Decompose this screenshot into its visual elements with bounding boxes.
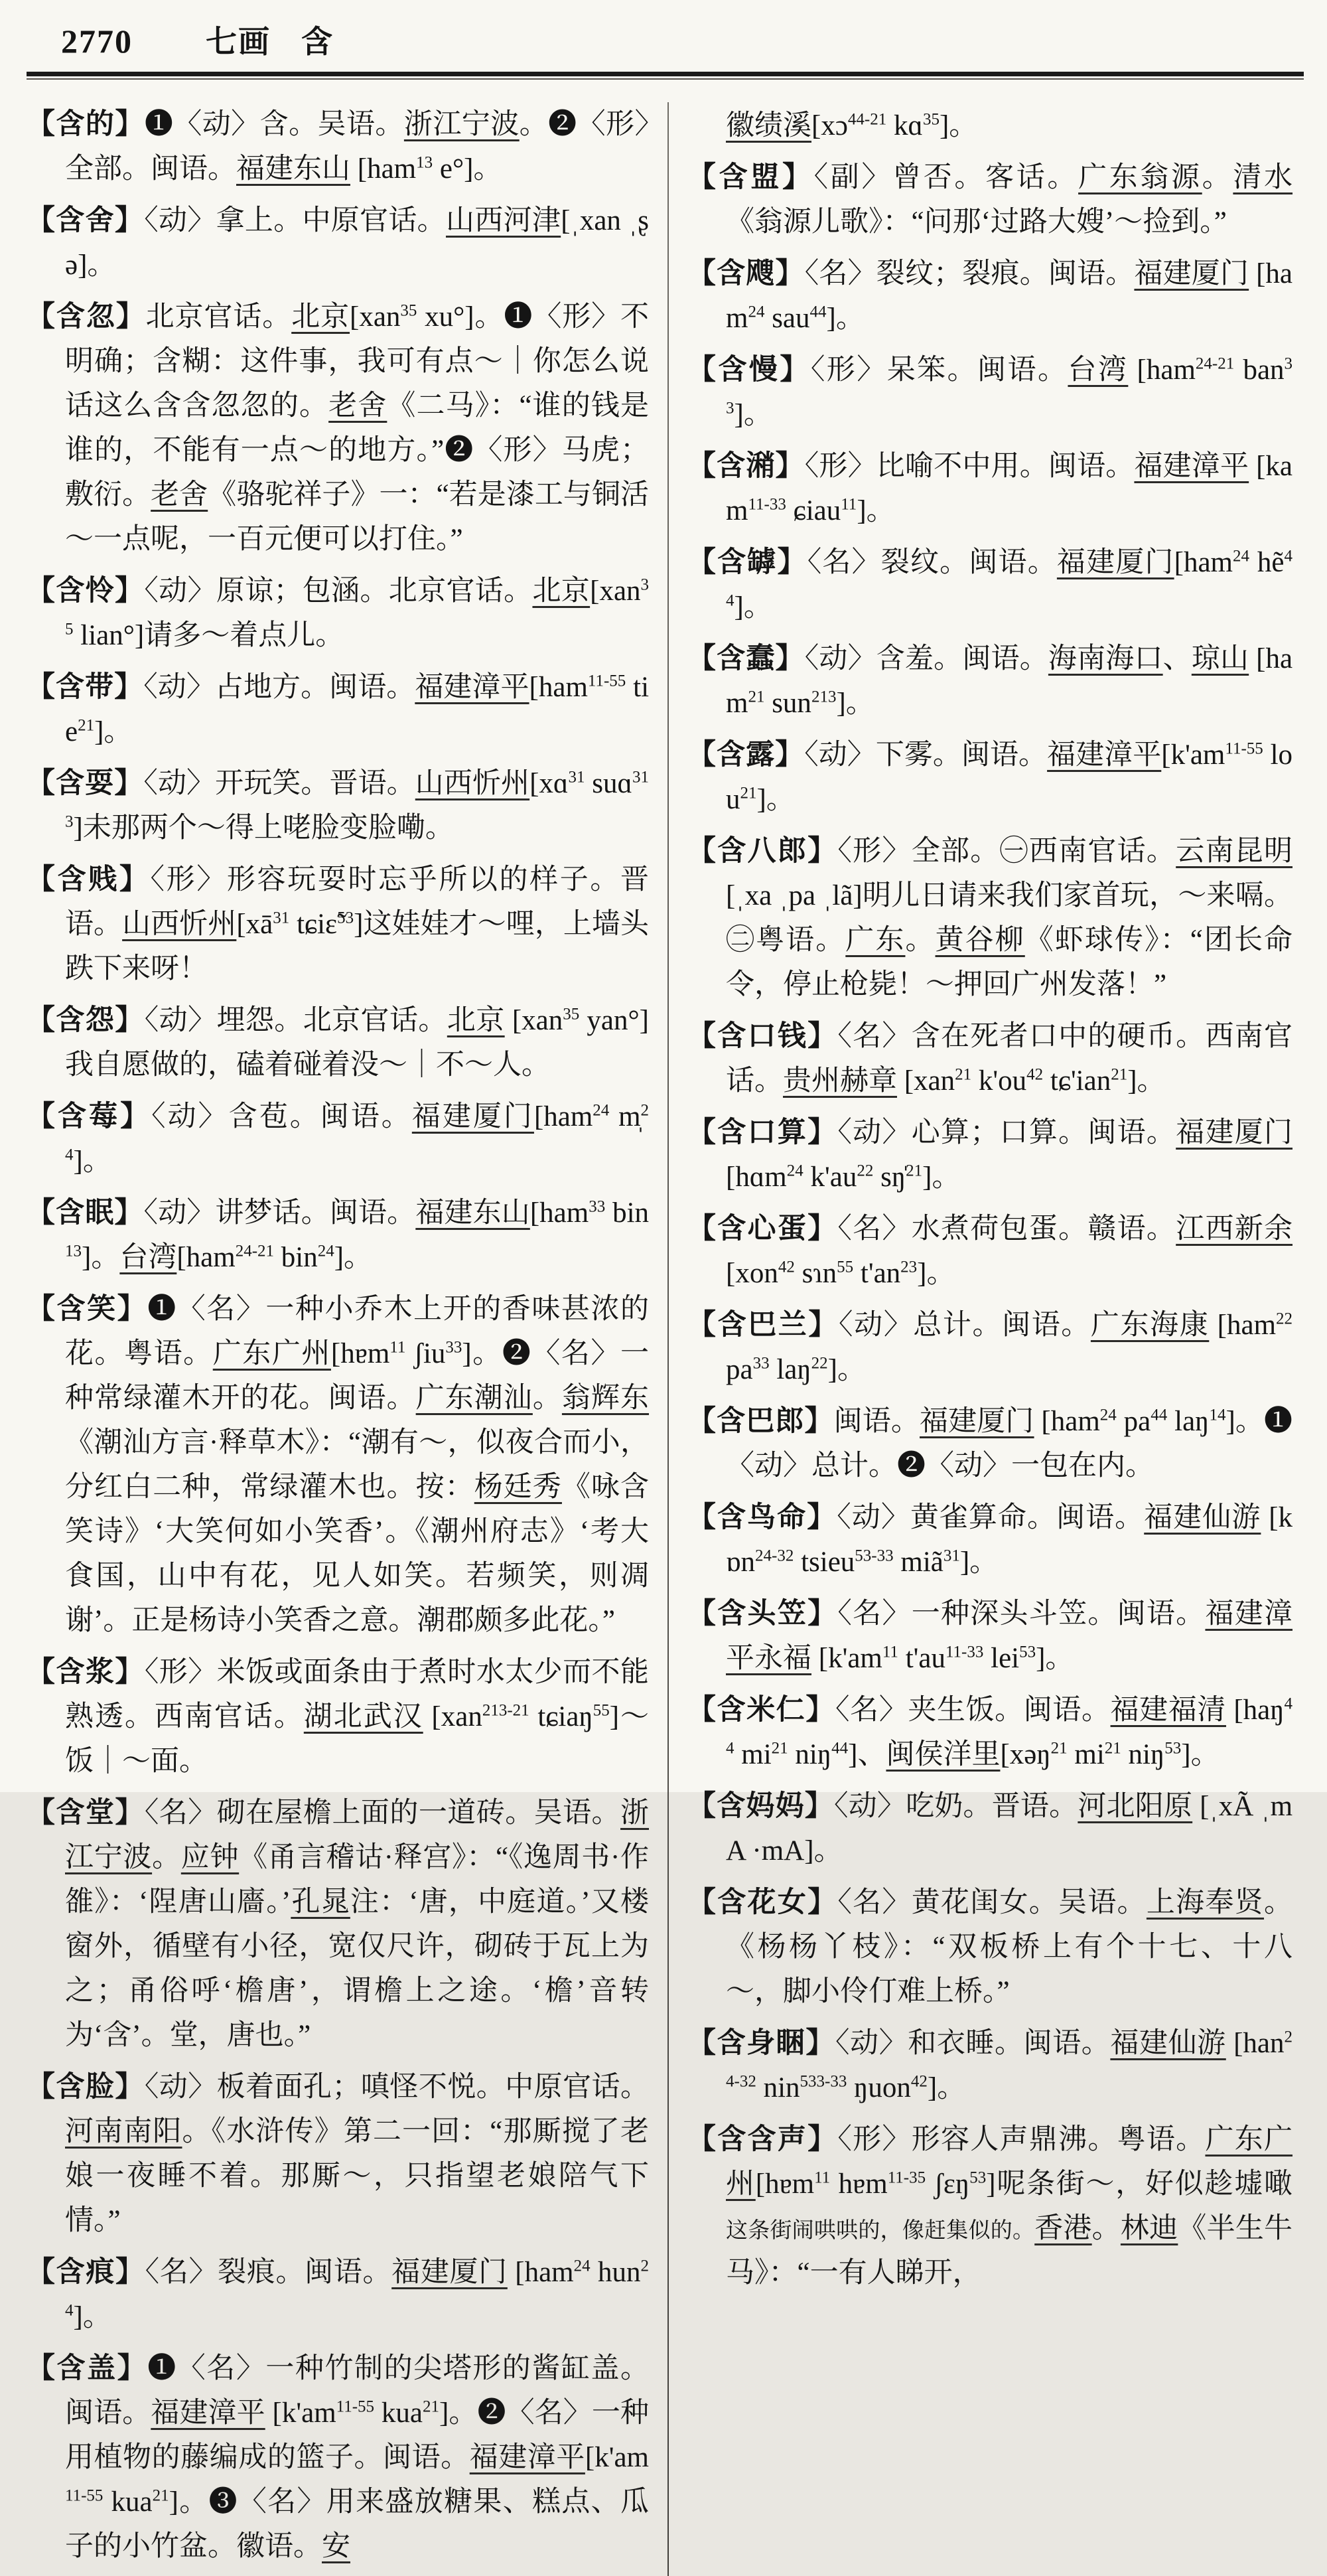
dictionary-entry	[27, 2250, 649, 2339]
entry-headword: 【含舍】	[27, 205, 145, 236]
entry-headword: 【含含声】	[687, 2124, 838, 2155]
dictionary-entry	[687, 1399, 1292, 1488]
entry-body: 〈形〉比喻不中用。闽语。福建漳平 [kam$^{11-33}$ ɕiau$^{11}$]。	[726, 451, 1293, 526]
dictionary-entry	[687, 1784, 1292, 1873]
entry-headword: 【含露】	[687, 739, 805, 771]
dictionary-entry	[27, 1095, 649, 1183]
entry-body: 〈动〉占地方。闽语。福建漳平[ham$^{11-55}$ tie$^{21}$]。	[65, 672, 650, 747]
entry-headword: 【含盖】	[27, 2353, 148, 2384]
entry-headword: 【含带】	[27, 672, 144, 703]
entry-body: 〈名〉裂纹。闽语。福建厦门[ham$^{24}$ hẽ$^{44}$]。	[726, 547, 1293, 623]
section-head-character: 含	[301, 25, 334, 60]
entry-headword: 【含巴兰】	[687, 1310, 839, 1341]
header-rule	[27, 72, 1304, 80]
entry-body: 〈动〉和衣睡。闽语。福建仙游 [han$^{24-32}$ nin$^{533-33}$ ŋuon$^{42}$]。	[726, 2028, 1293, 2103]
entry-body: 〈形〉呆笨。闽语。台湾 [ham$^{24-21}$ ban$^{33}$]。	[726, 354, 1293, 430]
entry-body: 徽绩溪[xɔ$^{44-21}$ kɑ$^{35}$]。	[726, 110, 978, 141]
entry-body: 〈动〉黄雀算命。闽语。福建仙游 [kɒn$^{24-32}$ tsieu$^{53-33}$ miã$^{31}$]。	[726, 1502, 1293, 1578]
dictionary-entry	[27, 1650, 649, 1783]
page-header	[27, 17, 1308, 65]
entry-body: 〈副〉曾否。客话。广东翁源。清水《翁源儿歌》：“问那‘过路大嫂’～捡到。”	[726, 162, 1293, 238]
entry-headword: 【含怨】	[27, 1005, 145, 1036]
entry-body: 〈名〉含在死者口中的硬币。西南官话。贵州赫章 [xan$^{21}$ $k'ou^{42}$ tɕ'ian$^{21}$]。	[726, 1021, 1292, 1097]
entry-body: 北京官话。北京[xan$^{35}$ xu°]。❶〈形〉不明确；含糊：这件事，我可有点～｜你怎么说话这么含含忽忽的。老舍《二马》：“谁的钱是谁的，不能有一点～的地方。”❷〈形〉马虎；敷衍。老舍《骆驼祥子》一：“若是漆工与铜活～一点呢，一百元便可以打住。”	[65, 301, 650, 555]
dictionary-entry	[27, 998, 649, 1087]
entry-body: 〈名〉黄花闺女。吴语。上海奉贤。《杨杨丫枝》：“双板桥上有个十七、十八～，脚小伶仃难上桥。”	[726, 1887, 1293, 2007]
left-column	[27, 102, 649, 2576]
entry-body: 〈动〉下雾。闽语。福建漳平[$k'am^{11-55}$ lou$^{21}$]。	[726, 739, 1293, 815]
entry-headword: 【含口算】	[687, 1117, 838, 1148]
entry-body: 〈动〉吃奶。晋语。河北阳原 [ˌxÃ ˌmA ·mA]。	[726, 1791, 1293, 1866]
dictionary-entry	[687, 540, 1292, 629]
entry-body: 〈名〉水煮荷包蛋。赣语。江西新余 [xon$^{42}$ sɿn$^{55}$ $t'an^{23}$]。	[726, 1213, 1293, 1289]
entry-headword: 【含蠢】	[687, 643, 805, 674]
dictionary-entry	[27, 2065, 649, 2243]
entry-headword: 【含身睏】	[687, 2028, 835, 2059]
dictionary-entry	[27, 665, 649, 754]
dictionary-entry	[687, 1110, 1292, 1199]
entry-body: 〈动〉含苞。闽语。福建厦门[ham$^{24}$ m̩$^{24}$]。	[65, 1101, 650, 1177]
dictionary-entry	[687, 829, 1292, 1007]
page-number: 2770	[61, 23, 133, 60]
entry-headword: 【含浆】	[27, 1657, 145, 1688]
dictionary-columns	[27, 102, 1308, 2576]
entry-body: 〈名〉裂纹；裂痕。闽语。福建厦门 [ham$^{24}$ sau$^{44}$]。	[726, 258, 1293, 334]
dictionary-entry	[27, 198, 649, 287]
entry-continuation	[687, 104, 1292, 148]
entry-headword: 【含莓】	[27, 1101, 152, 1132]
dictionary-entry	[687, 637, 1292, 725]
dictionary-entry	[27, 1287, 649, 1643]
entry-headword: 【含米仁】	[687, 1695, 836, 1726]
dictionary-entry	[687, 1592, 1292, 1681]
entry-body: ❶〈名〉一种竹制的尖塔形的酱缸盖。闽语。福建漳平 [$k'am^{11-55}$ kua$^{21}$]。❷〈名〉一种用植物的藤编成的篮子。闽语。福建漳平[$k'am^{11-55}$ kua$^{21}$]。❸〈名〉用来盛放糖果、糕点、瓜子的小竹盆。徽语。安	[65, 2353, 650, 2562]
entry-headword: 【含痕】	[27, 2257, 145, 2288]
entry-body: 〈动〉含羞。闽语。海南海口、琼山 [ham$^{21}$ sun$^{213}$]。	[726, 643, 1293, 719]
dictionary-entry	[27, 761, 649, 850]
dictionary-entry	[27, 295, 649, 562]
entry-headword: 【含贱】	[27, 864, 151, 895]
entry-headword: 【含耍】	[27, 768, 144, 799]
entry-headword: 【含忽】	[27, 301, 146, 333]
entry-headword: 【含笑】	[27, 1294, 148, 1325]
entry-headword: 【含潲】	[687, 451, 805, 482]
entry-body: 〈动〉原谅；包涵。北京官话。北京[xan$^{35}$ lian°]请多～着点儿。	[65, 575, 650, 651]
dictionary-entry	[27, 102, 649, 191]
entry-headword: 【含巴郎】	[687, 1406, 834, 1437]
dictionary-entry	[27, 1791, 649, 2058]
entry-body: 闽语。福建厦门 [ham$^{24}$ $pa^{44}$ laŋ$^{14}$]。❶〈动〉总计。❷〈动〉一包在内。	[726, 1406, 1293, 1481]
entry-body: 〈动〉总计。闽语。广东海康 [ham$^{22}$ $pa^{33}$ laŋ$^{22}$]。	[726, 1310, 1293, 1385]
dictionary-entry	[687, 444, 1292, 533]
entry-headword: 【含罅】	[687, 547, 807, 578]
entry-body: 〈动〉心算；口算。闽语。福建厦门[hɑm$^{24}$ $k'au^{22}$ sŋ̍$^{21}$]。	[726, 1117, 1293, 1193]
entry-body: 〈形〉形容人声鼎沸。粤语。广东广州[hɐm$^{11}$ hɐm$^{11-35}$ ʃɛŋ$^{53}$]呢条街～，好似趁墟噉这条街闹哄哄的，像赶集似的。香港。林迪《半生牛马》：“一有人睇开，	[726, 2124, 1293, 2289]
entry-body: 〈名〉裂痕。闽语。福建厦门 [ham$^{24}$ hun$^{24}$]。	[65, 2257, 650, 2332]
dictionary-entry	[27, 569, 649, 658]
dictionary-entry	[27, 858, 649, 991]
stroke-count-section: 七画	[206, 25, 271, 60]
entry-headword: 【含堂】	[27, 1797, 145, 1829]
entry-headword: 【含八郎】	[687, 836, 838, 867]
entry-headword: 【含盟】	[687, 162, 814, 193]
entry-headword: 【含鸟命】	[687, 1502, 837, 1533]
entry-body: 〈动〉讲梦话。闽语。福建东山[ham$^{33}$ bin$^{13}$]。台湾[ham$^{24-21}$ bin$^{24}$]。	[65, 1197, 650, 1273]
dictionary-entry	[687, 2021, 1292, 2110]
entry-headword: 【含慢】	[687, 354, 811, 386]
dictionary-entry	[687, 348, 1292, 437]
entry-headword: 【含的】	[27, 109, 145, 140]
entry-headword: 【含口钱】	[687, 1021, 838, 1052]
dictionary-entry	[687, 155, 1292, 244]
entry-headword: 【含心蛋】	[687, 1213, 838, 1245]
entry-body: 〈动〉开玩笑。晋语。山西忻州[xɑ$^{31}$ suɑ$^{313}$]未那两个～得上咾脸变脸嘞。	[65, 768, 649, 844]
dictionary-entry	[687, 252, 1292, 341]
entry-body: 〈动〉拿上。中原官话。山西河津[ˌxan ˌʂə]。	[65, 205, 650, 281]
entry-body: ❶〈名〉一种小乔木上开的香味甚浓的花。粤语。广东广州[hɐm$^{11}$ ʃiu$^{33}$]。❷〈名〉一种常绿灌木开的花。闽语。广东潮汕。翁辉东《潮汕方言·释草木》：“潮有～，似夜合而小，分红白二种，常绿灌木也。按：杨廷秀《咏含笑诗》‘大笑何如小笑香’。《潮州府志》‘考大食国，山中有花，见人如笑。若频笑，则凋谢’。正是杨诗小笑香之意。潮郡颇多此花。”	[65, 1294, 650, 1636]
entry-headword: 【含花女】	[687, 1887, 838, 1918]
dictionary-entry	[27, 2346, 649, 2569]
entry-body: 〈形〉形容玩耍时忘乎所以的样子。晋语。山西忻州[$xā^{31}$ tɕiɛ̃$^{53}$]这娃娃才～哩，上墙头跌下来呀！	[65, 864, 649, 984]
right-column	[670, 102, 1292, 2576]
entry-headword: 【含脸】	[27, 2072, 145, 2103]
dictionary-entry	[687, 1495, 1292, 1584]
dictionary-entry	[687, 1303, 1292, 1392]
dictionary-entry	[687, 1880, 1292, 2014]
entry-body: 〈名〉砌在屋檐上面的一道砖。吴语。浙江宁波。应钟《甬言稽诂·释宫》：“《逸周书·作雒》：‘陧唐山廧。’孔晁注：‘唐，中庭道。’又楼窗外，循壁有小径，宽仅尺许，砌砖于瓦上为之；甬俗呼‘檐唐’，谓檐上之途。‘檐’音转为‘含’。堂，唐也。”	[65, 1797, 650, 2051]
dictionary-entry	[27, 1191, 649, 1280]
entry-body: 〈形〉全部。㊀西南官话。云南昆明[ˌxa ˌpa ˌlã]明儿日请来我们家首玩，～来嗝。㊁粤语。广东。黄谷柳《虾球传》：“团长命令，停止枪毙！～押回广州发落！”	[726, 836, 1293, 1000]
dictionary-entry	[687, 1688, 1292, 1777]
entry-body: ❶〈动〉含。吴语。浙江宁波。❷〈形〉全部。闽语。福建东山 [ham$^{13}$ e°]。	[65, 109, 650, 185]
entry-headword: 【含飕】	[687, 258, 805, 289]
entry-headword: 【含妈妈】	[687, 1791, 835, 1822]
entry-body: 〈名〉夹生饭。闽语。福建福清 [haŋ$^{44}$ $mi^{21}$ niŋ$^{44}$]、闽侯洋里[xəŋ$^{21}$ $mi^{21}$ niŋ$^{53}$]。	[726, 1695, 1292, 1770]
dictionary-entry	[687, 733, 1292, 822]
entry-body: 〈动〉埋怨。北京官话。北京 [xan$^{35}$ yan°]我自愿做的，磕着碰着没～｜不～人。	[65, 1005, 650, 1081]
entry-headword: 【含头笠】	[687, 1598, 838, 1629]
entry-headword: 【含眠】	[27, 1197, 144, 1229]
entry-body: 〈名〉一种深头斗笠。闽语。福建漳平永福 [$k'am^{11}$ $t'au^{11-33}$ lei$^{53}$]。	[726, 1598, 1293, 1674]
column-divider	[667, 102, 669, 2576]
entry-body: 〈形〉米饭或面条由于煮时水太少而不能熟透。西南官话。湖北武汉 [xan$^{213-21}$ tɕiaŋ$^{55}$]～饭｜～面。	[65, 1657, 650, 1777]
dictionary-entry	[687, 1207, 1292, 1296]
entry-headword: 【含怜】	[27, 575, 145, 607]
dictionary-entry	[687, 2117, 1292, 2295]
dictionary-entry	[687, 1014, 1292, 1103]
entry-body: 〈动〉板着面孔；嗔怪不悦。中原官话。河南南阳。《水浒传》第二一回：“那厮搅了老娘一夜睡不着。那厮～，只指望老娘陪气下情。”	[65, 2072, 650, 2236]
